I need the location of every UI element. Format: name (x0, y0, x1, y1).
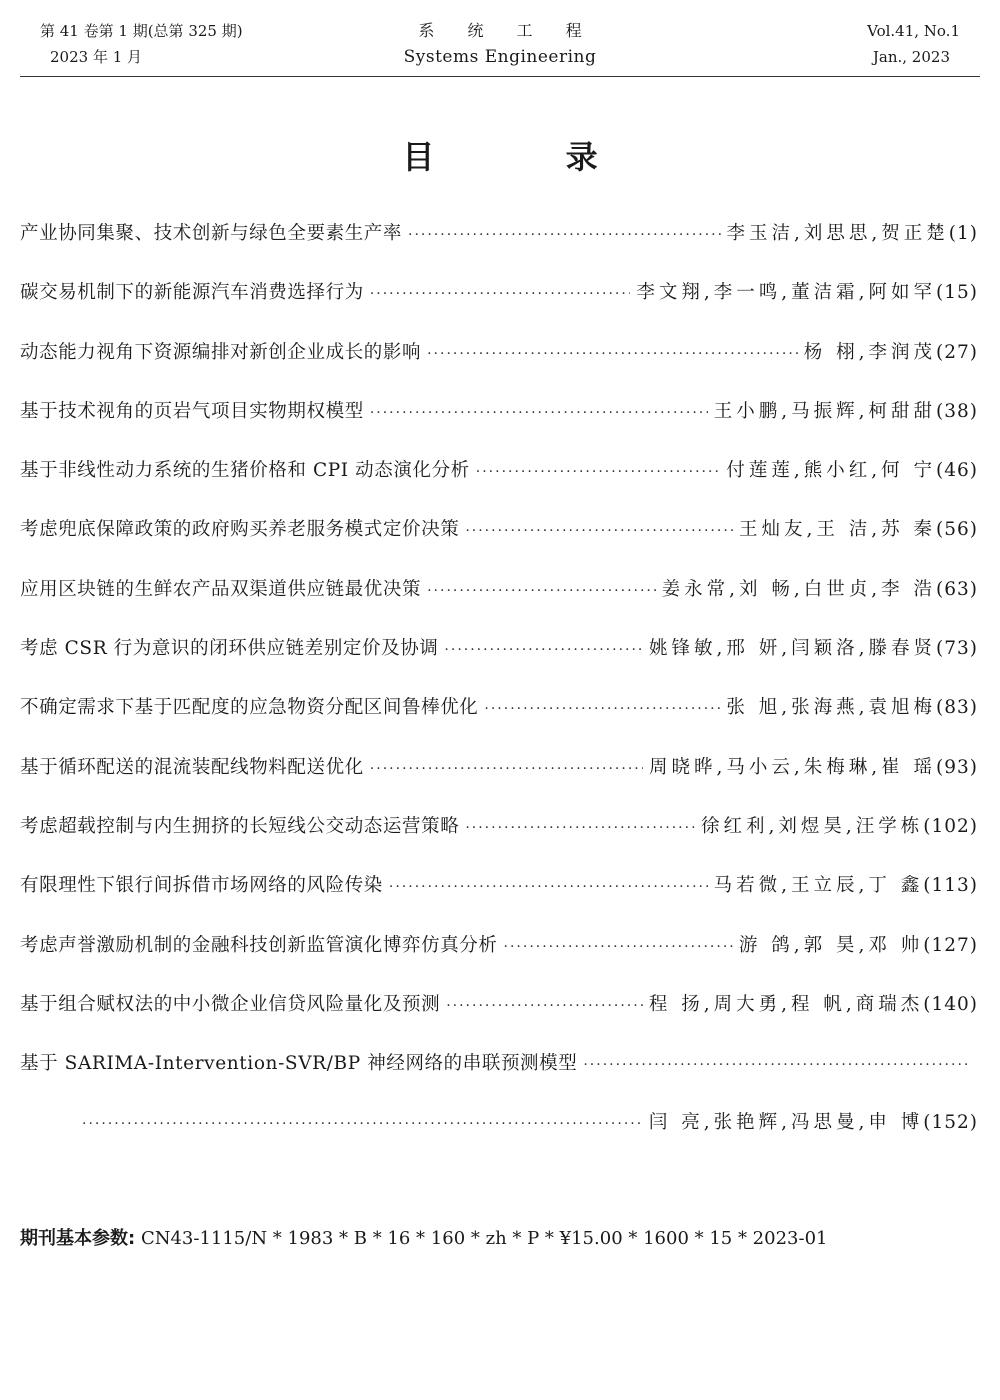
article-page: (93) (936, 756, 978, 778)
article-title: 基于组合赋权法的中小微企业信贷风险量化及预测 (20, 993, 441, 1015)
article-title: 考虑兜底保障政策的政府购买养老服务模式定价决策 (20, 519, 460, 541)
article-authors: 徐红利,刘煜昊,汪学栋 (700, 815, 924, 837)
article-page: (83) (936, 697, 978, 719)
article-authors: 游 鸽,郭 昊,邓 帅 (738, 934, 924, 956)
leader-dots (465, 799, 695, 858)
date-cn: 2023 年 1 月 (50, 48, 143, 66)
toc-entry[interactable] (20, 797, 978, 856)
table-of-contents (20, 204, 978, 1153)
article-page: (102) (923, 815, 978, 837)
journal-name-en: Systems Engineering (403, 47, 597, 67)
toc-entry[interactable] (20, 204, 978, 263)
toc-entry-continuation[interactable] (20, 1093, 978, 1152)
leader-dots (427, 325, 798, 384)
article-page: (56) (936, 519, 978, 541)
article-page: (152) (923, 1112, 978, 1134)
leader-dots (504, 918, 733, 977)
volume-info-en: Vol.41, No.1 (867, 22, 960, 40)
article-authors: 姚锋敏,邢 妍,闫颖洛,滕春贤 (648, 638, 937, 660)
article-page: (73) (936, 638, 978, 660)
toc-entry[interactable] (20, 323, 978, 382)
article-page: (27) (936, 341, 978, 363)
leader-dots (446, 977, 643, 1036)
article-title: 考虑超载控制与内生拥挤的长短线公交动态运营策略 (20, 815, 460, 837)
article-authors: 付莲莲,熊小红,何 宁 (726, 460, 937, 482)
article-title: 动态能力视角下资源编排对新创企业成长的影响 (20, 341, 422, 363)
parameters-label: 期刊基本参数: (20, 1228, 136, 1249)
toc-entry[interactable] (20, 916, 978, 975)
toc-entry[interactable] (20, 382, 978, 441)
journal-name-cn: 系 统 工 程 (418, 21, 596, 40)
article-authors: 张 旭,张海燕,袁旭梅 (726, 697, 937, 719)
article-title: 碳交易机制下的新能源汽车消费选择行为 (20, 282, 364, 304)
toc-entry[interactable] (20, 856, 978, 915)
article-page: (63) (936, 578, 978, 600)
toc-title: 目 录 (402, 138, 658, 176)
leader-dots (444, 621, 643, 680)
article-title: 基于 SARIMA-Intervention-SVR/BP 神经网络的串联预测模型 (20, 1053, 578, 1075)
toc-entry[interactable] (20, 678, 978, 737)
leader-dots (476, 443, 721, 502)
leader-dots (408, 206, 721, 265)
leader-dots (370, 740, 643, 799)
parameters-value: CN43-1115/N * 1983 * B * 16 * 160 * zh * P * ¥15.00 * 1600 * 15 * 2023-01 (140, 1228, 828, 1249)
article-authors: 程 扬,周大勇,程 帆,商瑞杰 (648, 993, 924, 1015)
article-title: 基于循环配送的混流装配线物料配送优化 (20, 756, 364, 778)
article-authors: 马若微,王立辰,丁 鑫 (713, 875, 924, 897)
leader-dots (583, 1036, 970, 1095)
leader-dots (82, 1095, 643, 1154)
article-page: (38) (936, 400, 978, 422)
leader-dots (370, 384, 708, 443)
leader-dots (427, 562, 656, 621)
journal-parameters (20, 1224, 827, 1250)
article-authors: 杨 栩,李润茂 (803, 341, 937, 363)
toc-entry[interactable] (20, 738, 978, 797)
article-page: (127) (923, 934, 978, 956)
header-right (867, 18, 960, 70)
toc-entry[interactable] (20, 500, 978, 559)
article-page: (46) (936, 460, 978, 482)
leader-dots (484, 680, 720, 739)
date-en: Jan., 2023 (872, 48, 950, 66)
toc-entry[interactable] (20, 619, 978, 678)
article-authors: 王灿友,王 洁,苏 秦 (738, 519, 937, 541)
article-authors: 姜永常,刘 畅,白世贞,李 浩 (661, 578, 937, 600)
article-authors: 李玉洁,刘思思,贺正楚 (726, 223, 949, 244)
article-title: 产业协同集聚、技术创新与绿色全要素生产率 (20, 223, 403, 244)
article-page: (15) (936, 282, 978, 304)
article-authors: 李文翔,李一鸣,董洁霜,阿如罕 (636, 282, 937, 304)
article-title: 应用区块链的生鲜农产品双渠道供应链最优决策 (20, 578, 422, 600)
header-center (20, 18, 980, 70)
article-page: (113) (923, 875, 978, 897)
leader-dots (389, 858, 708, 917)
article-page: (140) (923, 993, 978, 1015)
issue-info-cn: 第 41 卷第 1 期(总第 325 期) (40, 22, 243, 40)
article-authors: 闫 亮,张艳辉,冯思曼,申 博 (648, 1112, 924, 1134)
article-title: 有限理性下银行间拆借市场网络的风险传染 (20, 875, 383, 897)
leader-dots (465, 502, 733, 561)
journal-header (20, 14, 980, 77)
toc-entry[interactable] (20, 560, 978, 619)
article-authors: 周晓晔,马小云,朱梅琳,崔 瑶 (648, 756, 937, 778)
leader-dots (370, 265, 631, 324)
article-page: (1) (948, 223, 978, 244)
toc-entry[interactable] (20, 1034, 978, 1093)
toc-entry[interactable] (20, 441, 978, 500)
toc-entry[interactable] (20, 975, 978, 1034)
article-title: 考虑 CSR 行为意识的闭环供应链差别定价及协调 (20, 638, 439, 660)
article-title: 基于技术视角的页岩气项目实物期权模型 (20, 400, 364, 422)
toc-entry[interactable] (20, 263, 978, 322)
article-title: 基于非线性动力系统的生猪价格和 CPI 动态演化分析 (20, 460, 470, 482)
article-title: 考虑声誉激励机制的金融科技创新监管演化博弈仿真分析 (20, 934, 498, 956)
article-authors: 王小鹏,马振辉,柯甜甜 (713, 400, 937, 422)
article-title: 不确定需求下基于匹配度的应急物资分配区间鲁棒优化 (20, 697, 479, 719)
